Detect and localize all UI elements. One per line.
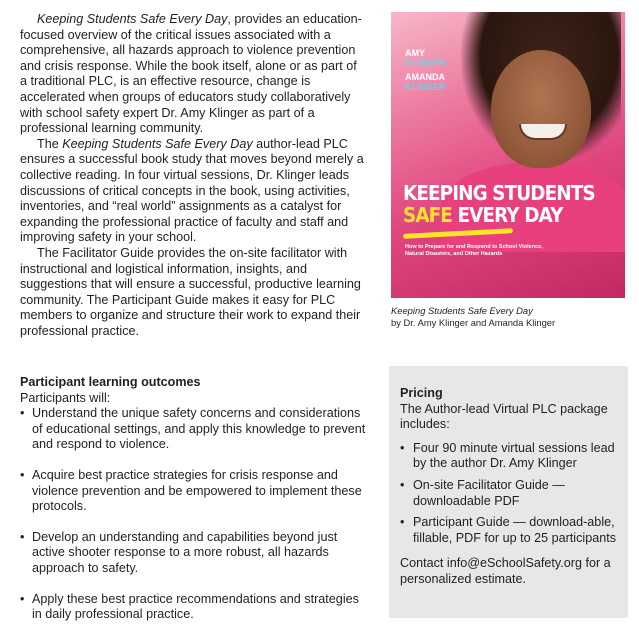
- caption-byline: by Dr. Amy Klinger and Amanda Klinger: [391, 317, 556, 328]
- intro-paragraph-3: The Facilitator Guide provides the on-site facilitator with instructional and logistical information, insights, and suggestions that will ensure a successful, productive learning community. The Participant Guide makes it easy for PLC members to organize and structure their work to expand their professional practice.: [20, 245, 361, 338]
- outcomes-intro: Participants will:: [20, 390, 111, 405]
- pricing-intro: The Author-lead Virtual PLC package includes:: [400, 401, 608, 432]
- cover-photo-face: [491, 50, 591, 168]
- book-title-italic: Keeping Students Safe Every Day: [37, 12, 228, 26]
- caption-title: Keeping Students Safe Every Day: [391, 305, 533, 316]
- outcomes-heading: Participant learning outcomes: [20, 375, 201, 389]
- pricing-list: [400, 441, 620, 547]
- outcomes-section: [20, 375, 370, 623]
- outcome-item: • Apply these best practice recommendations and strategies in daily professional practice.: [20, 592, 370, 623]
- outcome-item: • Develop an understanding and capabilities beyond just active shooter response to a more robust, all hazards approach to safety.: [20, 530, 370, 577]
- intro-text: [20, 12, 365, 339]
- cover-author-2: AMANDA KLINGER: [405, 72, 446, 92]
- book-title-italic: Keeping Students Safe Every Day: [62, 136, 253, 151]
- cover-author-1: AMY KLINGER: [405, 48, 446, 68]
- pricing-heading: Pricing: [400, 386, 443, 400]
- cover-subtitle: How to Prepare for and Respond to School Violence, Natural Disasters, and Other Hazards: [405, 244, 543, 257]
- intro-paragraph-2: The Keeping Students Safe Every Day author-lead PLC ensures a successful book study that moves beyond merely a collective reading. In four virtual sessions, Dr. Klinger leads discussions of critical concepts in the book, using activities, inventories, and “real world” assignments as a catalyst for expanding the professional practice of faculty and staff and improving safety in your school.: [20, 136, 364, 245]
- pricing-item: • Four 90 minute virtual sessions lead by the author Dr. Amy Klinger: [400, 441, 620, 472]
- outcome-item: • Understand the unique safety concerns and considerations of educational settings, and apply this knowledge to prevent and respond to violence.: [20, 406, 370, 453]
- outcomes-list: [20, 406, 370, 623]
- cover-caption: [391, 305, 631, 329]
- intro-paragraph-1: Keeping Students Safe Every Day, provides an education-focused overview of the critical issues associated with a comprehensive, all hazards approach to violence prevention and crisis response. While the book itself, alone or as part of a traditional PLC, is an effective resource, change is accelerated when groups of educators study collaboratively with school safety expert Dr. Amy Klinger as part of a professional learning community.: [20, 12, 362, 136]
- pricing-contact: Contact info@eSchoolSafety.org for a personalized estimate.: [400, 556, 611, 586]
- book-cover: [391, 12, 625, 298]
- pricing-item: • On-site Facilitator Guide — downloadable PDF: [400, 478, 620, 509]
- pricing-section: [400, 386, 620, 588]
- cover-title: KEEPING STUDENTS SAFE EVERY DAY: [403, 181, 595, 227]
- pricing-item: • Participant Guide — download-able, fillable, PDF for up to 25 participants: [400, 515, 620, 546]
- outcome-item: • Acquire best practice strategies for crisis response and violence prevention and be empowered to implement these protocols.: [20, 468, 370, 515]
